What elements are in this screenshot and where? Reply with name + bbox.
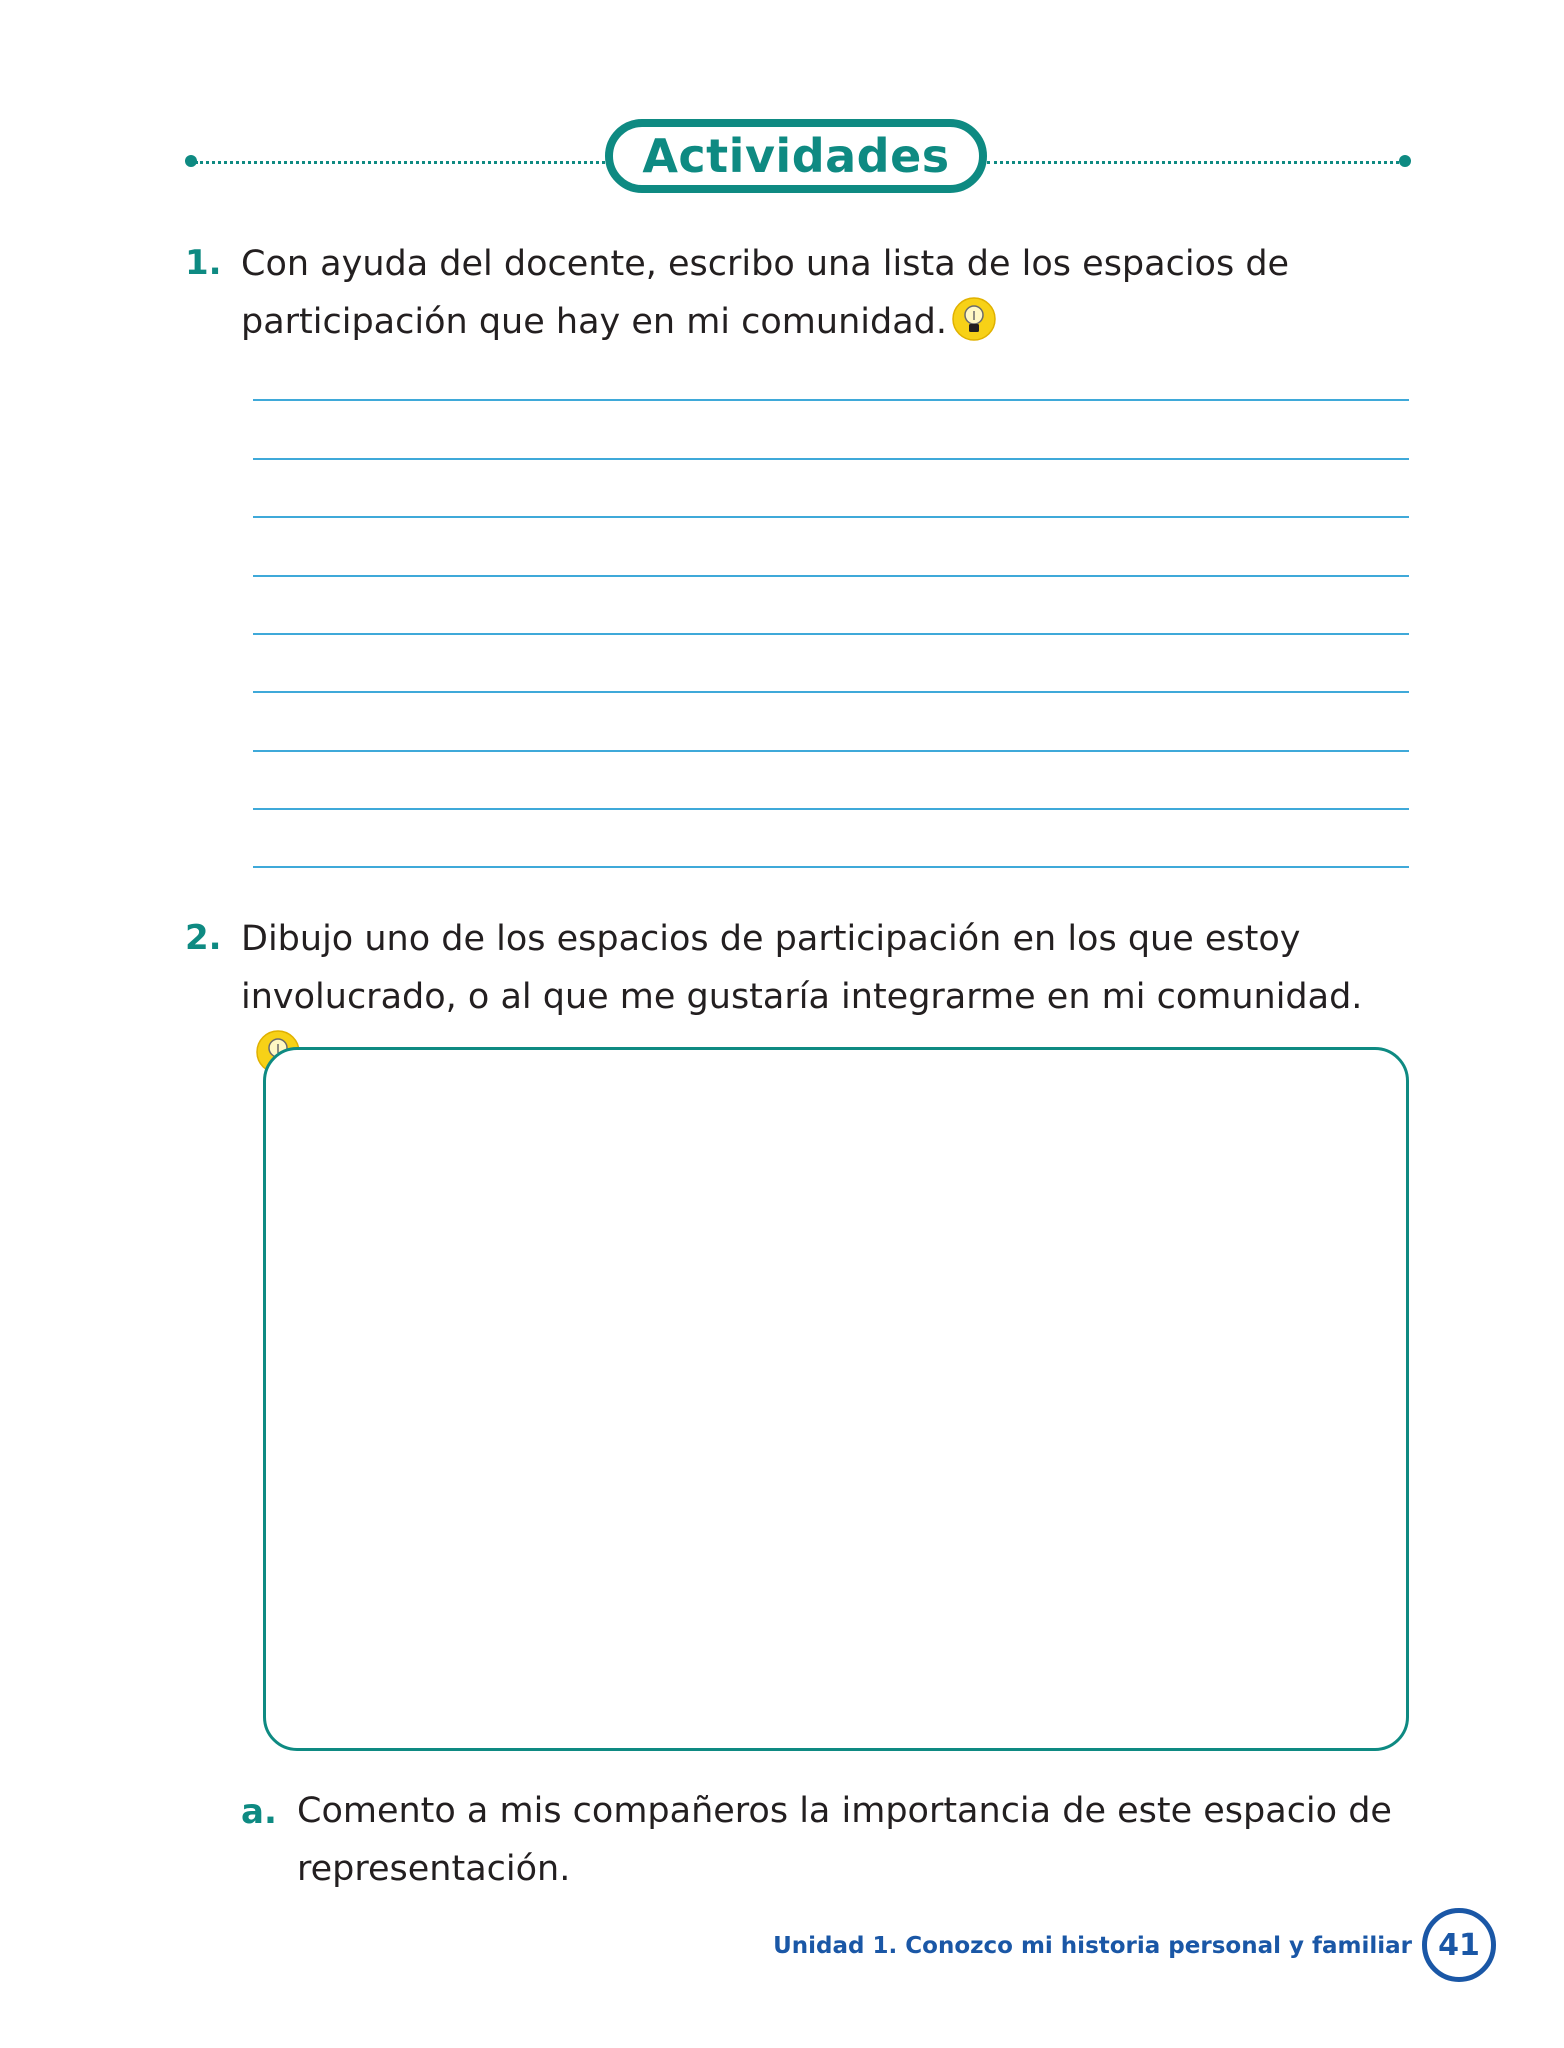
question-2-line-2-text: involucrado, o al que me gustaría integrarme en mi comunidad. xyxy=(241,977,1363,1017)
question-1-text xyxy=(241,235,1401,351)
subquestion-a-line-1: Comento a mis compañeros la importancia de este espacio de xyxy=(297,1791,1392,1831)
answer-line-2[interactable] xyxy=(253,458,1409,460)
answer-line-6[interactable] xyxy=(253,691,1409,693)
subquestion-a-text xyxy=(297,1782,1417,1898)
answer-line-5[interactable] xyxy=(253,633,1409,635)
header-left-divider xyxy=(195,161,605,164)
page-number: 41 xyxy=(1438,1927,1480,1963)
drawing-area[interactable] xyxy=(263,1047,1409,1751)
lightbulb-icon xyxy=(951,296,997,342)
answer-line-1[interactable] xyxy=(253,399,1409,401)
footer-unit-label: Unidad 1. Conozco mi historia personal y familiar xyxy=(773,1933,1412,1959)
answer-line-3[interactable] xyxy=(253,516,1409,518)
question-2-line-1: Dibujo uno de los espacios de participación en los que estoy xyxy=(241,919,1301,959)
question-1-line-1: Con ayuda del docente, escribo una lista de los espacios de xyxy=(241,244,1290,284)
section-title-pill xyxy=(605,119,987,193)
subquestion-a-line-2: representación. xyxy=(297,1849,571,1889)
question-1-number: 1. xyxy=(185,243,222,283)
answer-line-7[interactable] xyxy=(253,750,1409,752)
header-right-divider xyxy=(987,161,1405,164)
question-2-number: 2. xyxy=(185,918,222,958)
section-title: Actividades xyxy=(642,129,950,183)
question-1-line-2 xyxy=(241,293,1401,351)
page-number-badge xyxy=(1422,1908,1496,1982)
answer-line-4[interactable] xyxy=(253,575,1409,577)
subquestion-a-letter: a. xyxy=(241,1792,277,1832)
question-1-line-2-text: participación que hay en mi comunidad. xyxy=(241,302,947,342)
header-right-dot xyxy=(1399,155,1411,167)
answer-line-9[interactable] xyxy=(253,866,1409,868)
answer-line-8[interactable] xyxy=(253,808,1409,810)
